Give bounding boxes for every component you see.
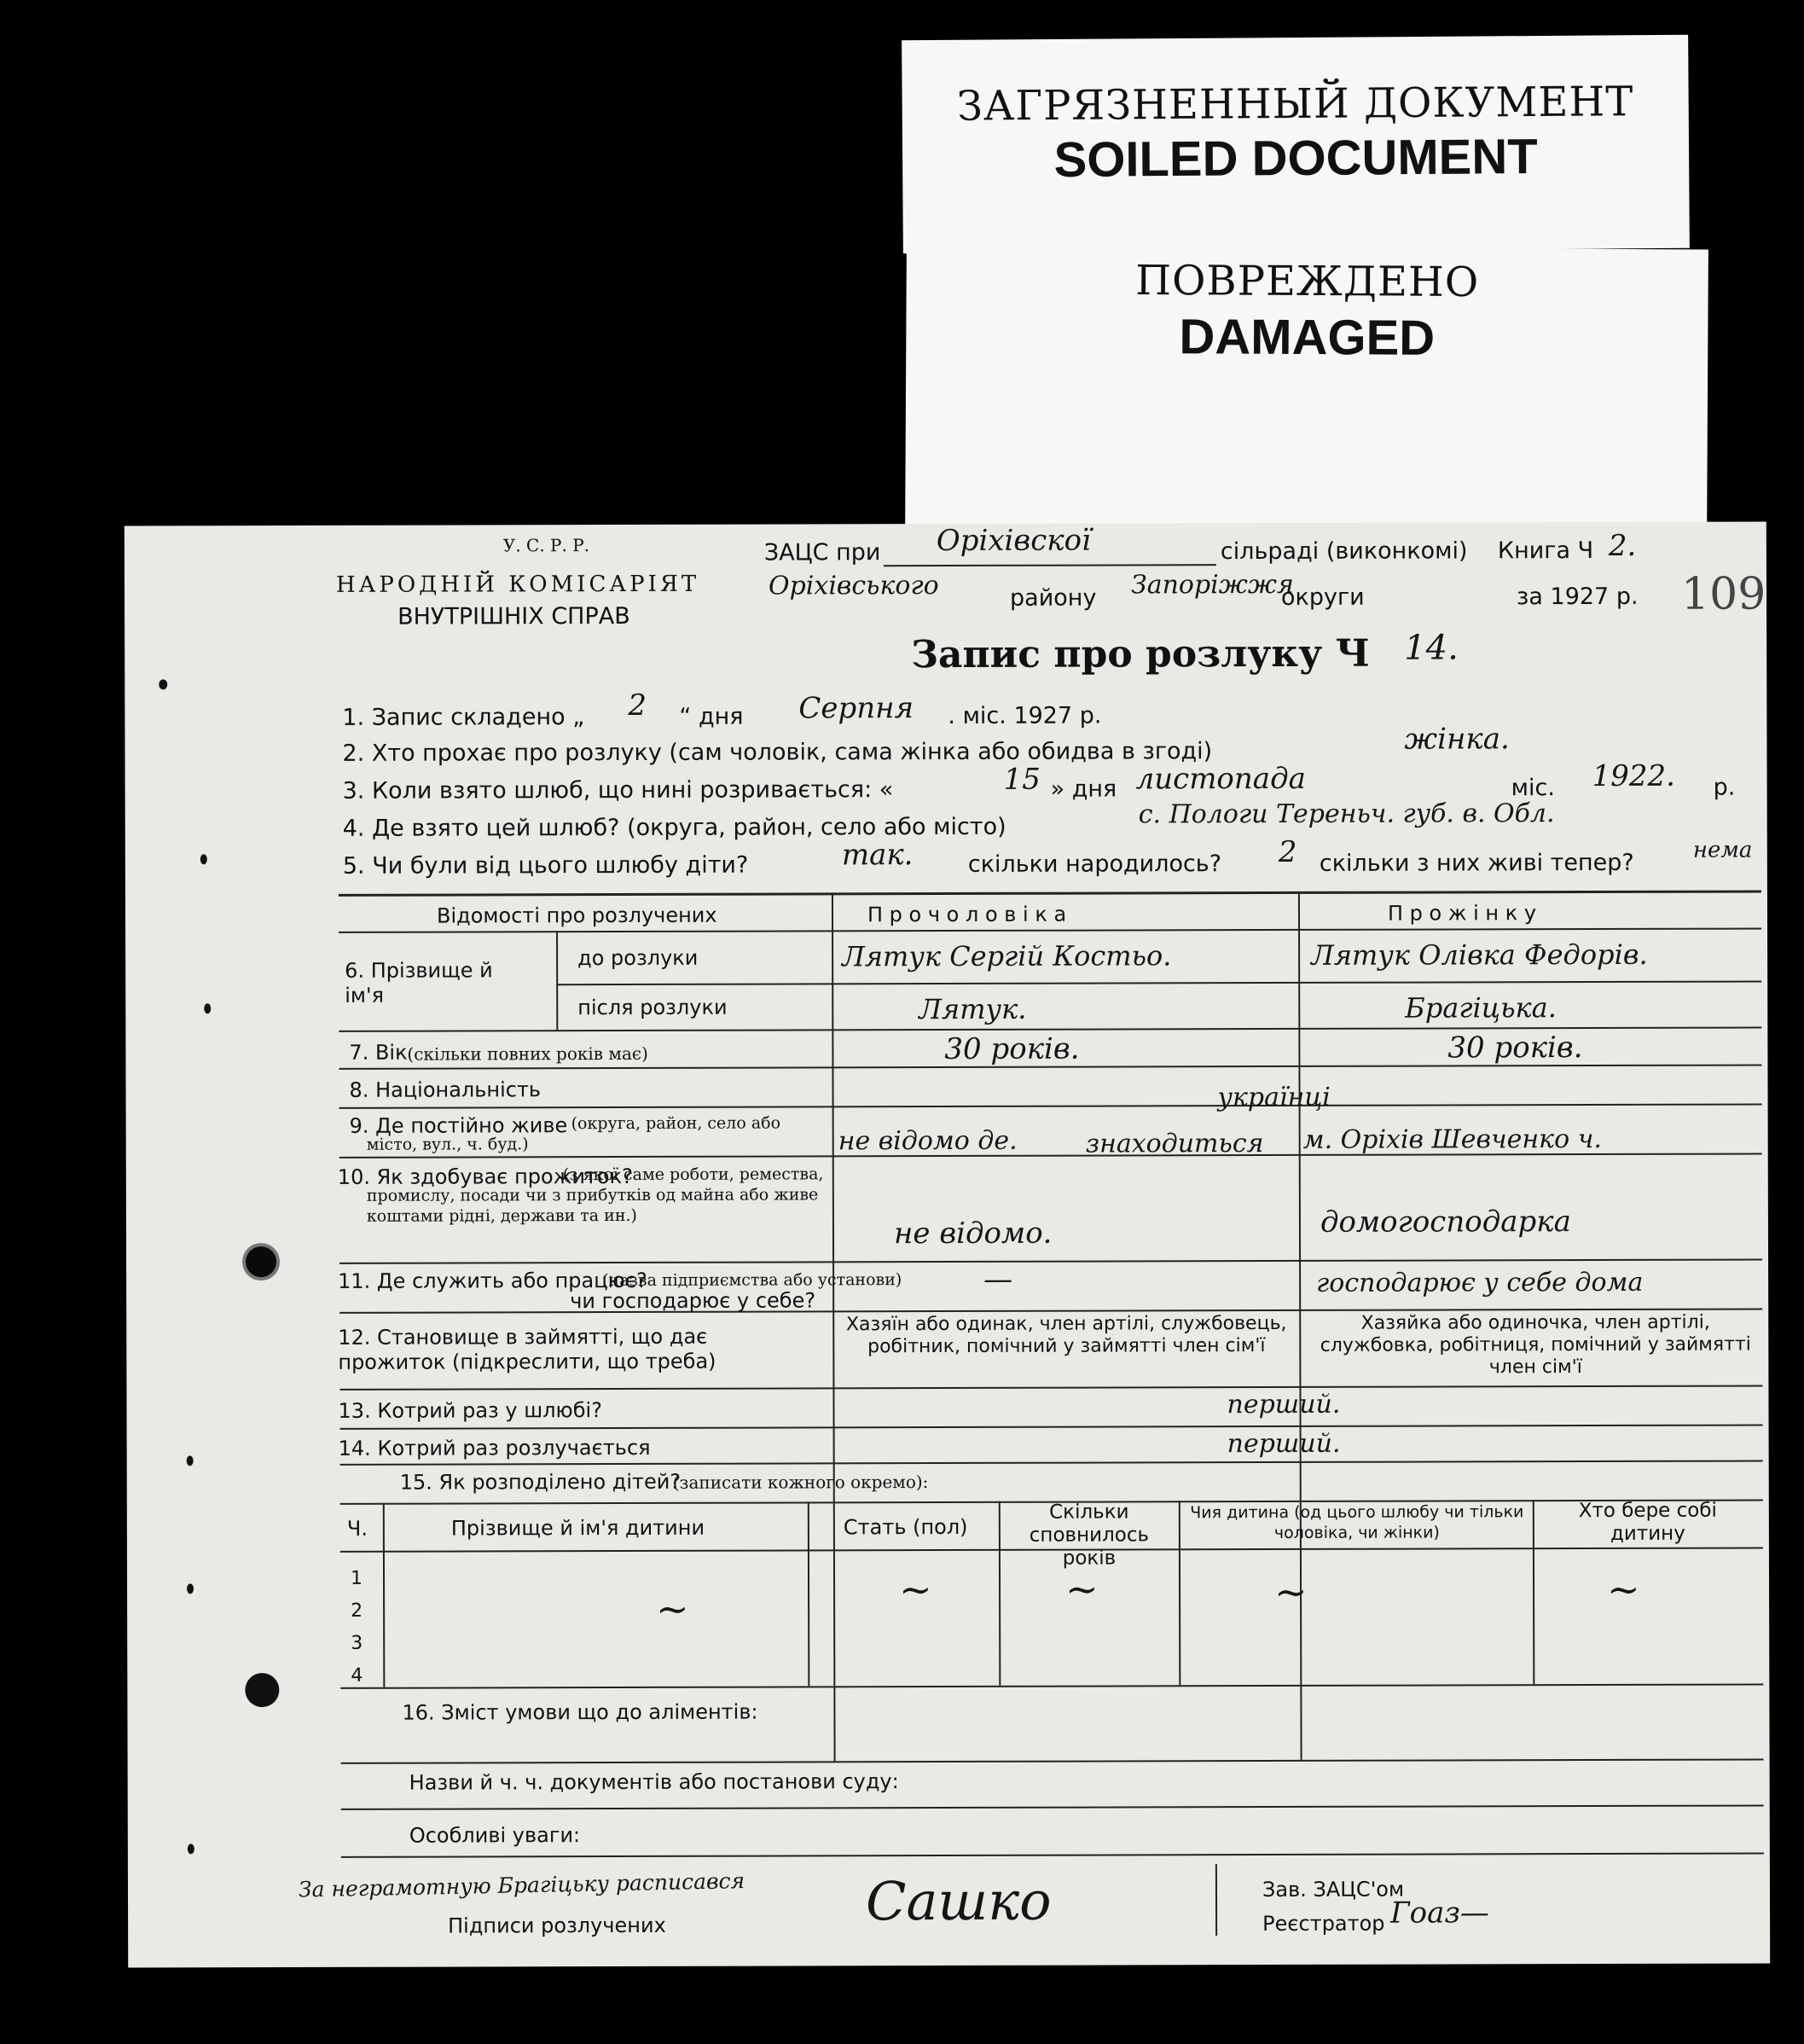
silradi-label: сільраді (виконкомі) xyxy=(1220,537,1468,566)
r11-label: 11. Де служить або працює? xyxy=(338,1268,647,1293)
children-note: (записати кожного окремо): xyxy=(672,1472,929,1493)
pin-hole xyxy=(188,1844,194,1854)
r6-label: 6. Прізвище й ім'я xyxy=(345,958,493,1007)
year-label: за 1927 р. xyxy=(1516,583,1639,611)
q2-label: 2. Хто прохає про розлуку (сам чоловік, сама жінка або обидва в згоді) xyxy=(342,738,1213,767)
q3-day: 15 xyxy=(1003,762,1041,797)
r12-label: 12. Становище в займятті, що дає прожиток (підкреслити, що треба) xyxy=(338,1324,716,1374)
rayon-label: району xyxy=(1009,584,1097,612)
children-h-sex: Стать (пол) xyxy=(843,1514,968,1540)
husband-name-after: Лятук. xyxy=(919,992,1027,1026)
pin-hole xyxy=(187,1455,194,1466)
q3-year: 1922. xyxy=(1592,758,1675,794)
q1-label-c: . міс. 1927 р. xyxy=(948,702,1102,729)
damaged-sticker xyxy=(905,246,1708,540)
q3-label: 3. Коли взято шлюб, що нині розривається: « xyxy=(342,776,894,804)
children-col-divider xyxy=(808,1501,810,1686)
husband-occupation-options: Хазяїн або одинак, член артілі, службовець, робітник, помічний у займятті член сім'ї xyxy=(845,1312,1287,1358)
r6-after-label: після розлуки xyxy=(577,995,728,1020)
r8-label: 8. Національність xyxy=(349,1077,542,1102)
zags-label: ЗАЦС при xyxy=(763,539,881,566)
r9-note: (округа, район, село або місто, вул., ч. буд.) xyxy=(366,1113,781,1154)
r11-note: (назва підприємства або установи) xyxy=(602,1270,902,1291)
ussr-label: У. С. Р. Р. xyxy=(502,535,590,556)
table-top-rule xyxy=(339,890,1761,896)
row-divider xyxy=(339,1103,1762,1108)
documents-rule xyxy=(341,1804,1764,1809)
soiled-document-sticker xyxy=(902,35,1690,253)
row-sub-divider xyxy=(556,931,558,1030)
r11-label-b: чи господарює у себе? xyxy=(570,1288,816,1314)
table-header-rule xyxy=(339,927,1761,932)
q5-born: 2 xyxy=(1278,834,1297,869)
damaged-en-text: DAMAGED xyxy=(1179,309,1436,366)
r6-before-label: до розлуки xyxy=(577,945,699,971)
commissariat-line1: НАРОДНІЙ КОМІСАРІЯТ xyxy=(335,571,700,598)
child-sex-dash: ~ xyxy=(898,1566,932,1613)
notes-rule xyxy=(341,1852,1764,1857)
wife-livelihood: домогосподарка xyxy=(1320,1205,1571,1240)
q5-alive: нема xyxy=(1692,837,1753,863)
q3-month: листопада xyxy=(1135,761,1306,797)
commissariat-line2: ВНУТРІШНІХ СПРАВ xyxy=(397,602,630,630)
alimony-rule xyxy=(341,1758,1764,1763)
q3-label-d: р. xyxy=(1713,774,1736,801)
notes-label: Особливі уваги: xyxy=(409,1823,581,1848)
nationality-answer: українці xyxy=(1217,1082,1331,1113)
q3-label-b: » дня xyxy=(1050,775,1117,803)
row-divider xyxy=(340,1424,1763,1429)
form-title: Запис про розлуку Ч xyxy=(911,631,1370,677)
row-divider xyxy=(556,980,1761,985)
signature-divider xyxy=(1215,1864,1217,1936)
row-divider xyxy=(339,1385,1762,1390)
wife-age: 30 років. xyxy=(1447,1031,1583,1066)
row-divider xyxy=(339,1258,1762,1263)
table-col-divider xyxy=(832,892,836,1761)
pin-hole xyxy=(187,1583,194,1594)
husband-livelihood: не відомо. xyxy=(893,1216,1053,1251)
signature-handwritten: Сашко xyxy=(865,1869,1052,1933)
q4-label: 4. Де взято цей шлюб? (округа, район, село або місто) xyxy=(342,813,1006,842)
children-h-no: Ч. xyxy=(346,1516,368,1541)
q1-label-b: “ дня xyxy=(679,703,744,730)
q3-label-c: міс. xyxy=(1511,775,1555,802)
record-number-handwritten: 14. xyxy=(1404,628,1459,668)
registrar-label: Реєстратор xyxy=(1262,1911,1385,1937)
child-name-dash: ~ xyxy=(656,1585,689,1632)
page-number-handwritten: 109 xyxy=(1680,568,1766,620)
q1-day: 2 xyxy=(628,688,647,723)
wife-occupation-options: Хазяйка або одиночка, член артілі, службовка, робітниця, помічний у займятті член сім'ї xyxy=(1320,1311,1751,1379)
child-whose-dash: ~ xyxy=(1273,1568,1308,1615)
children-row-3: 3 xyxy=(351,1632,363,1654)
children-col-divider xyxy=(383,1503,386,1687)
child-who-dash: ~ xyxy=(1606,1565,1640,1612)
okruha-handwritten: Запоріжжя xyxy=(1130,569,1294,601)
husband-name-before: Лятук Сергій Костьо. xyxy=(842,939,1172,973)
table-col-divider xyxy=(1298,891,1302,1760)
punch-hole xyxy=(246,1246,276,1277)
q5-label: 5. Чи були від цього шлюбу діти? xyxy=(342,851,749,880)
children-bottom-rule xyxy=(340,1683,1763,1688)
wife-name-before: Лятук Олівка Федорів. xyxy=(1311,938,1648,972)
head-label: Зав. ЗАЦС'ом xyxy=(1262,1877,1405,1902)
alimony-label: 16. Зміст умови що до аліментів: xyxy=(402,1699,758,1725)
soiled-ru-text: ЗАГРЯЗНЕННЫЙ ДОКУМЕНТ xyxy=(956,78,1634,131)
marriage-count: перший. xyxy=(1227,1389,1341,1420)
punch-hole xyxy=(245,1673,279,1707)
children-h-age: Скільки сповнилось років xyxy=(1029,1501,1150,1570)
husband-age: 30 років. xyxy=(944,1031,1080,1067)
col-info-header: Відомості про розлучених xyxy=(436,903,717,928)
col-husband-header: П р о ч о л о в і к а xyxy=(867,902,1067,927)
rayon-handwritten: Оріхівського xyxy=(768,571,939,601)
wife-name-after: Брагіцька. xyxy=(1405,991,1557,1025)
child-age-dash: ~ xyxy=(1064,1565,1099,1612)
col-wife-header: П р о ж і н к у xyxy=(1387,901,1537,926)
children-row-2: 2 xyxy=(351,1600,363,1622)
wife-residence: м. Оріхів Шевченко ч. xyxy=(1302,1124,1602,1155)
children-row-4: 4 xyxy=(351,1664,363,1687)
children-row-1: 1 xyxy=(350,1567,363,1589)
zags-handwritten: Оріхівскої xyxy=(936,523,1091,559)
book-label: Книга Ч xyxy=(1497,537,1594,565)
r10-note: (з якої саме роботи, ремества, промислу, посади чи з прибутків од майна або живе коштами рідні, держави та ин.) xyxy=(366,1164,824,1226)
registrar-signature: Гоаз— xyxy=(1390,1896,1489,1931)
children-col-divider xyxy=(1179,1501,1181,1685)
q4-answer: с. Пологи Тереньч. губ. в. Обл. xyxy=(1138,798,1555,830)
soiled-en-text: SOILED DOCUMENT xyxy=(1053,129,1538,188)
q1-label: 1. Запис складено „ xyxy=(342,704,585,731)
row-divider xyxy=(340,1460,1763,1465)
q5-answer-yes: так. xyxy=(841,838,914,873)
pin-hole xyxy=(159,679,167,689)
notes-handwritten: За неграмотную Брагіцьку расписався xyxy=(298,1868,745,1902)
wife-workplace: господарює у себе дома xyxy=(1316,1267,1644,1298)
q5-label-c: скільки з них живі тепер? xyxy=(1319,849,1634,877)
husband-residence: не відомо де. xyxy=(838,1125,1018,1157)
children-col-divider xyxy=(1533,1500,1535,1684)
damaged-ru-text: ПОВРЕЖДЕНО xyxy=(1135,256,1480,307)
children-h-name: Прізвище й ім'я дитини xyxy=(450,1515,705,1541)
q2-answer: жінка. xyxy=(1404,722,1510,757)
children-col-divider xyxy=(999,1501,1001,1686)
documents-label: Назви й ч. ч. документів або постанови суду: xyxy=(409,1769,899,1795)
signatures-label: Підписи розлучених xyxy=(448,1913,666,1938)
r7-label: 7. Вік xyxy=(349,1040,408,1065)
r9-label: 9. Де постійно живе xyxy=(349,1113,568,1138)
children-title: 15. Як розподілено дітей? xyxy=(399,1469,682,1495)
children-h-whose: Чия дитина (од цього шлюбу чи тільки чоловіка, чи жінки) xyxy=(1190,1502,1524,1542)
divorce-count: перший. xyxy=(1227,1428,1341,1460)
book-number-handwritten: 2. xyxy=(1608,528,1637,563)
r14-label: 14. Котрий раз розлучається xyxy=(338,1435,651,1460)
r10-label: 10. Як здобуває прожиток? xyxy=(337,1164,633,1189)
residence-middle: знаходиться xyxy=(1085,1129,1264,1159)
q1-month: Серпня xyxy=(798,691,914,726)
r13-label: 13. Котрий раз у шлюбі? xyxy=(338,1398,602,1423)
q5-label-b: скільки народилось? xyxy=(967,851,1222,878)
okruhy-label: округи xyxy=(1280,584,1365,611)
r7-note: (скільки повних років має) xyxy=(407,1042,648,1065)
pin-hole xyxy=(204,1003,211,1013)
pin-hole xyxy=(200,854,207,864)
husband-workplace: — xyxy=(983,1262,1013,1297)
children-h-who: Хто бере собі дитину xyxy=(1578,1499,1717,1545)
divorce-record-form xyxy=(125,521,1770,1967)
